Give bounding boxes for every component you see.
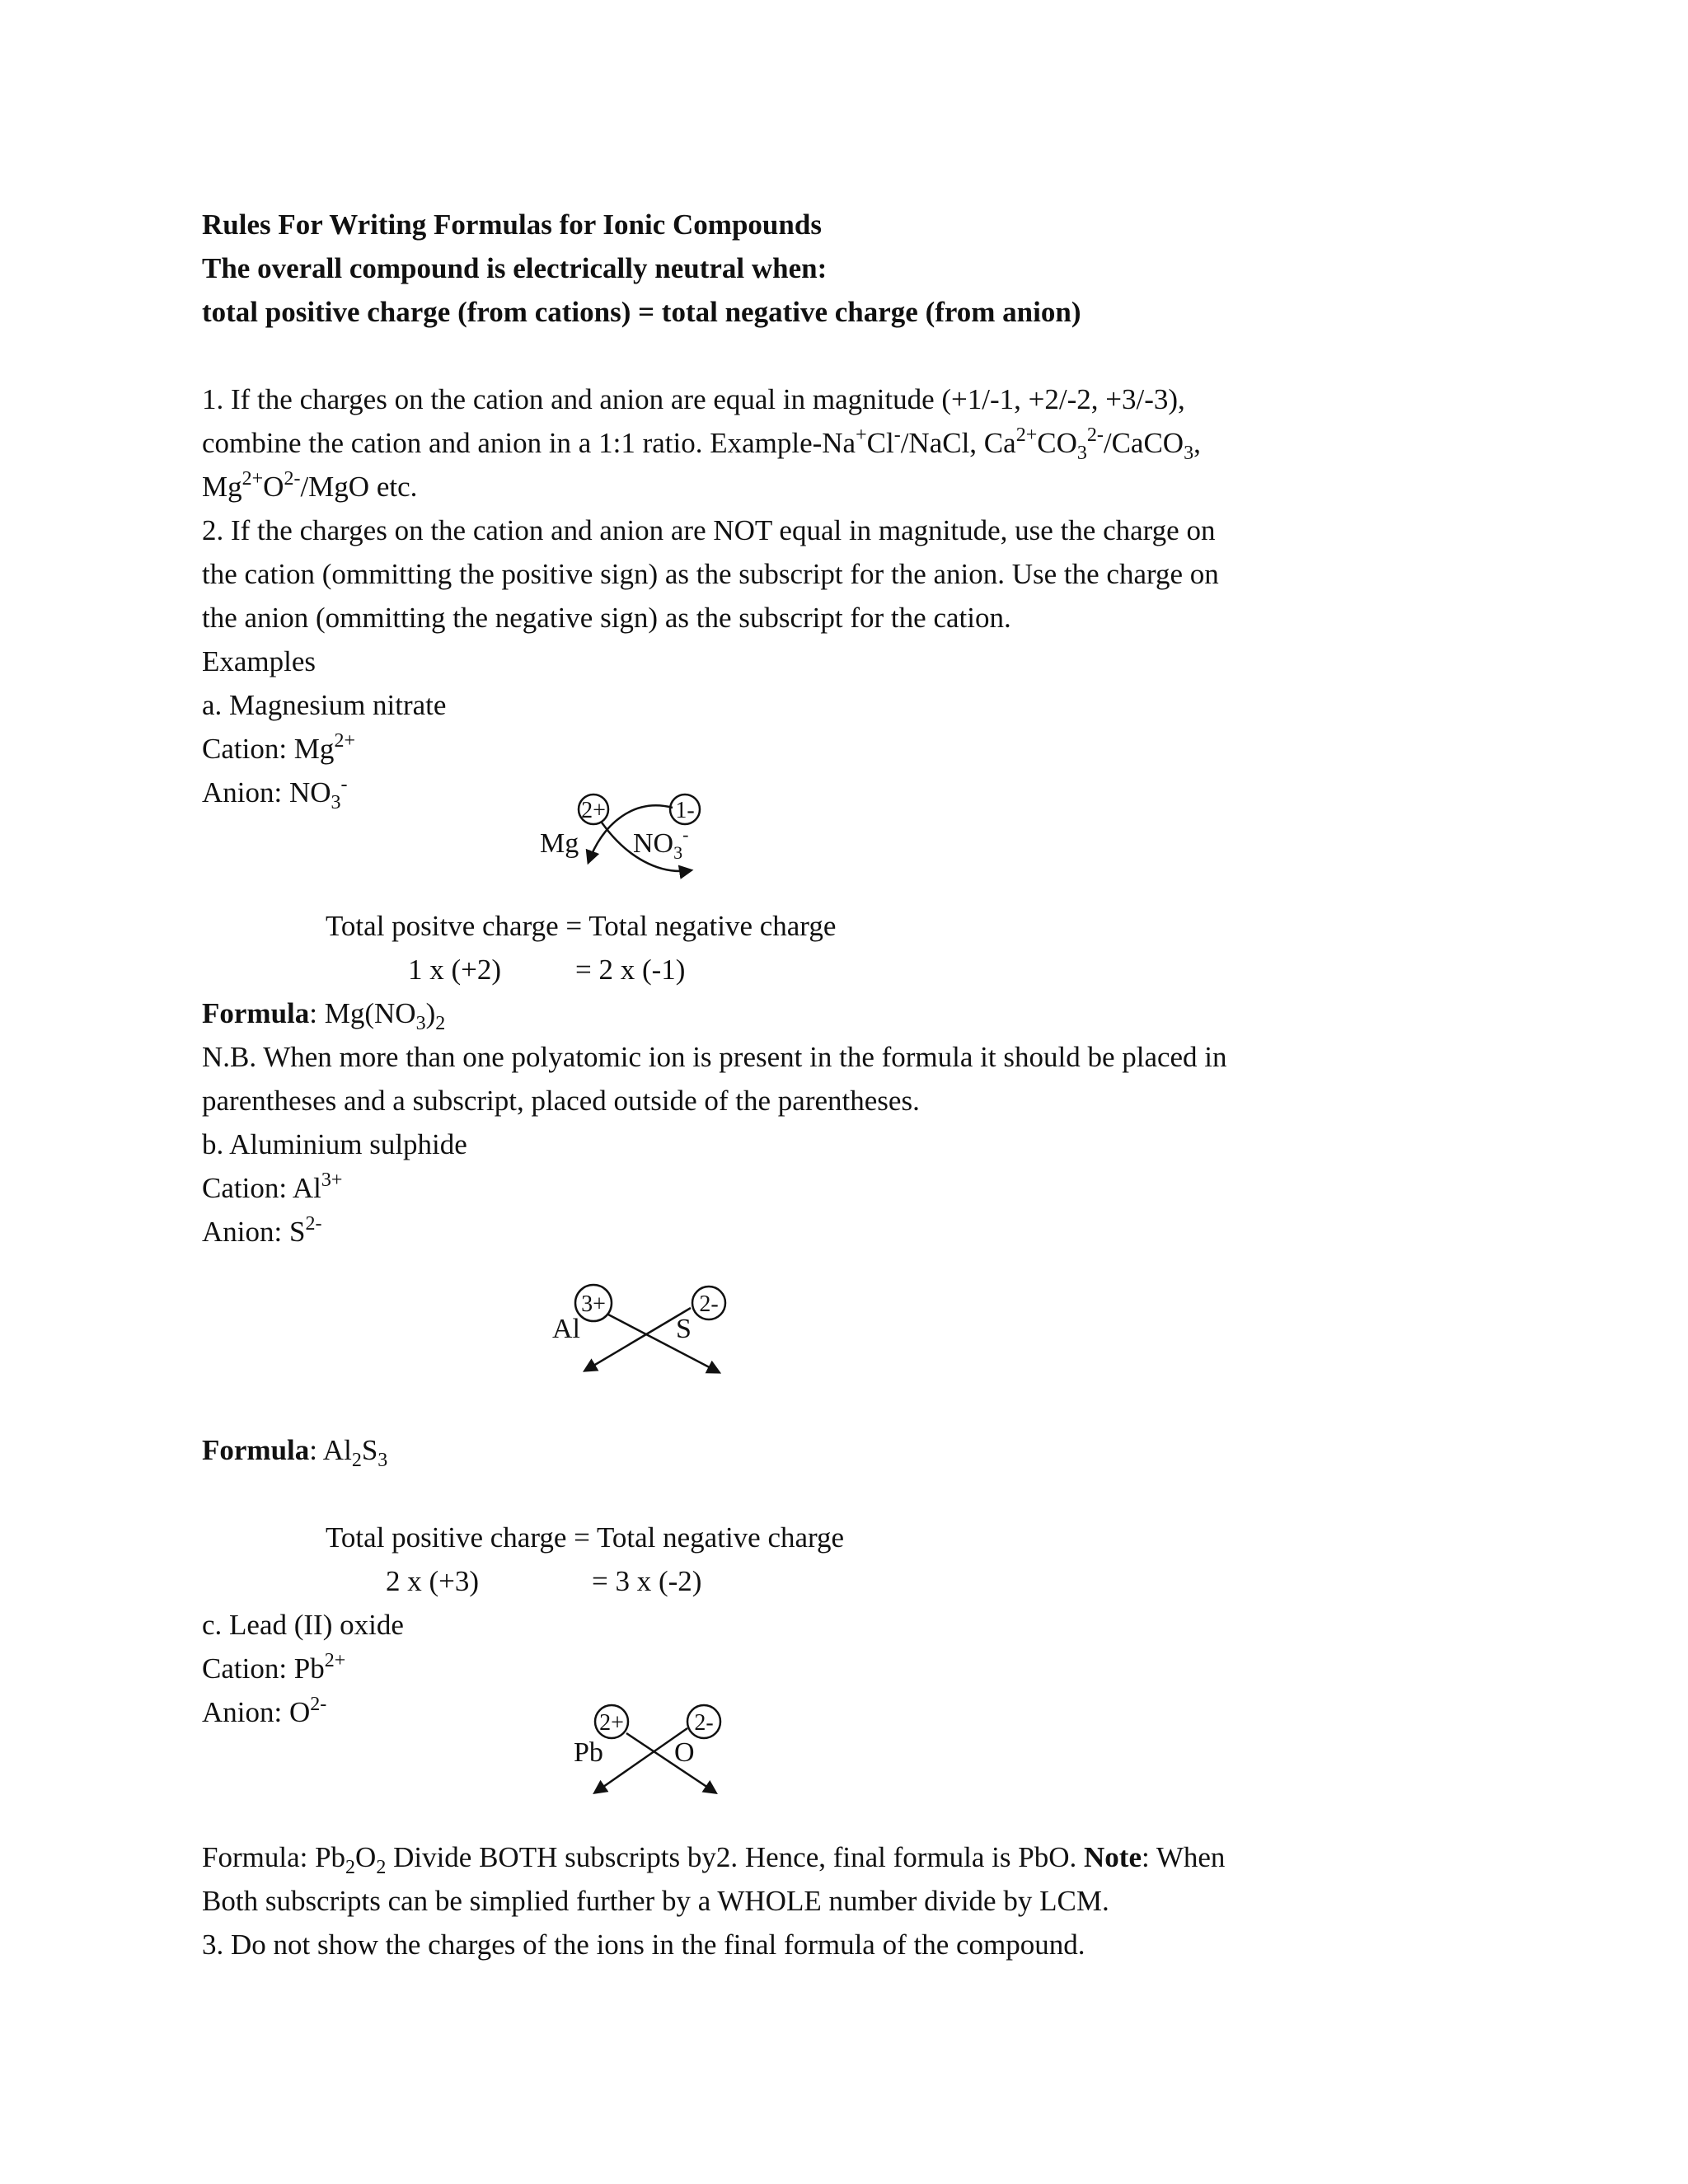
anion-charge: 2- xyxy=(694,1710,714,1736)
example-b-title: b. Aluminium sulphide xyxy=(202,1128,467,1160)
cation-charge: 2+ xyxy=(581,798,606,823)
cation-symbol: Mg xyxy=(540,828,579,859)
example-c-title: c. Lead (II) oxide xyxy=(202,1609,404,1641)
example-b-formula: Formula: $Al_2S_3$ xyxy=(202,1434,388,1471)
rule-2-line-1: 2. If the charges on the cation and anion are NOT equal in magnitude, use the charge on xyxy=(202,514,1216,546)
example-c-cation: Cation: $Pb^{2+}$ xyxy=(202,1650,346,1685)
anion-charge: 2- xyxy=(699,1291,719,1317)
anion-symbol: S xyxy=(676,1314,692,1344)
example-c-formula-line-1: Formula: $Pb_2O_2$ Divide BOTH subscripts by2. Hence, final formula is PbO. Note: When xyxy=(202,1841,1226,1878)
rule-1-line-1: 1. If the charges on the cation and anion are equal in magnitude (+1/-1, +2/-2, +3/-3), xyxy=(202,383,1185,415)
example-a-cation: Cation: $Mg^{2+}$ xyxy=(202,730,355,765)
nb-line-1: N.B. When more than one polyatomic ion is present in the formula it should be placed in xyxy=(202,1041,1227,1073)
anion-symbol: O xyxy=(674,1737,695,1768)
example-a-equation-1: Total positve charge = Total negative charge xyxy=(326,910,837,942)
cation-charge: 2+ xyxy=(599,1710,624,1736)
cross-over-diagram-a xyxy=(528,783,725,882)
cation-symbol: Al xyxy=(552,1314,580,1344)
rule-3-line-1: 3. Do not show the charges of the ions in the final formula of the compound. xyxy=(202,1929,1085,1961)
anion-symbol: $NO_3^-$ xyxy=(633,824,689,863)
rule-2-line-2: the cation (ommitting the positive sign) as the subscript for the anion. Use the charge on xyxy=(202,558,1219,590)
example-c-anion: Anion: $O^{2-}$ xyxy=(202,1694,327,1728)
cation-symbol: Pb xyxy=(574,1737,603,1768)
example-b-equation-right: = 3 x (-2) xyxy=(592,1565,702,1597)
example-b-anion: Anion: $S^{2-}$ xyxy=(202,1213,322,1248)
nb-line-2: parentheses and a subscript, placed outside of the parentheses. xyxy=(202,1085,920,1117)
example-a-formula: Formula: $Mg(NO_3)_2$ xyxy=(202,997,446,1034)
rule-2-line-3: the anion (ommitting the negative sign) as the subscript for the cation. xyxy=(202,602,1011,634)
charge-balance-statement: total positive charge (from cations) = total negative charge (from anion) xyxy=(202,296,1081,328)
document-title: Rules For Writing Formulas for Ionic Compounds xyxy=(202,209,822,241)
example-a-equation-left: 1 x (+2) xyxy=(408,954,502,986)
rule-1-line-3: $Mg^{2+}O^{2-}$/MgO etc. xyxy=(202,468,418,503)
arrow-cation-to-anion xyxy=(626,1733,715,1793)
example-a-title: a. Magnesium nitrate xyxy=(202,689,447,721)
cross-over-diagram-b xyxy=(536,1273,742,1380)
examples-label: Examples xyxy=(202,645,316,677)
example-a-equation-right: = 2 x (-1) xyxy=(575,954,686,986)
example-a-anion: Anion: $NO_3^-$ xyxy=(202,774,348,813)
cross-over-diagram-c xyxy=(560,1694,742,1801)
arrow-anion-to-cation xyxy=(585,1308,691,1371)
example-b-cation: Cation: $Al^{3+}$ xyxy=(202,1169,343,1204)
neutrality-statement: The overall compound is electrically neutral when: xyxy=(202,252,828,284)
example-b-equation-1: Total positive charge = Total negative charge xyxy=(326,1521,845,1554)
cation-charge: 3+ xyxy=(581,1291,606,1317)
rule-1-line-2: combine the cation and anion in a 1:1 ratio. Example-Na+Cl-/NaCl, $Ca^{2+}CO_3^{2-}/CaCO_3$, xyxy=(202,424,1201,464)
anion-charge: 1- xyxy=(675,798,695,823)
example-b-equation-left: 2 x (+3) xyxy=(386,1565,480,1597)
example-c-formula-line-2: Both subscripts can be simplied further by a WHOLE number divide by LCM. xyxy=(202,1885,1109,1917)
